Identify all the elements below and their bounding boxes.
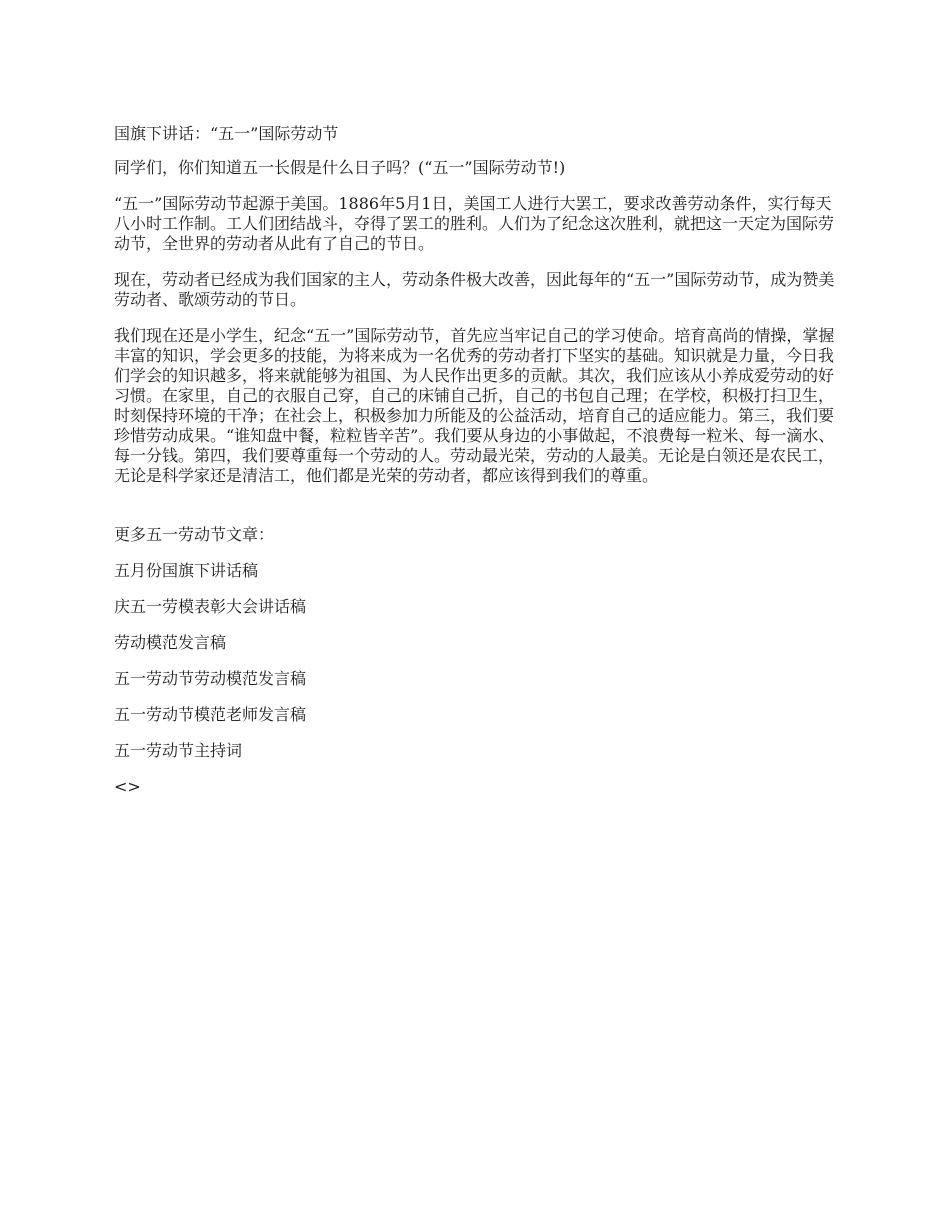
article-link[interactable]: 五一劳动节模范老师发言稿: [114, 705, 307, 724]
document-title: 国旗下讲话：“五一”国际劳动节: [114, 124, 339, 143]
paragraph-present: 现在，劳动者已经成为我们国家的主人，劳动条件极大改善，因此每年的“五一”国际劳动节，成为赞美劳动者、歌颂劳动的节日。: [114, 270, 835, 309]
paragraph-students: 我们现在还是小学生，纪念“五一”国际劳动节，首先应当牢记自己的学习使命。培育高尚的情操，掌握丰富的知识，学会更多的技能，为将来成为一名优秀的劳动者打下坚实的基础。知识就是力量，今日我们学会的知识越多，将来就能够为祖国、为人民作出更多的贡献。其次，我们应该从小养成爱劳动的好习惯。在家里，自己的衣服自己穿，自己的床铺自己折，自己的书包自己理；在学校，积极打扫卫生，时刻保持环境的干净；在社会上，积极参加力所能及的公益活动，培育自己的适应能力。第三，我们要珍惜劳动成果。“谁知盘中餐，粒粒皆辛苦”。我们要从身边的小事做起，不浪费每一粒米、每一滴水、每一分钱。第四，我们要尊重每一个劳动的人。劳动最光荣，劳动的人最美。无论是白领还是农民工，无论是科学家还是清洁工，他们都是光荣的劳动者，都应该得到我们的尊重。: [114, 326, 835, 485]
article-link[interactable]: 五一劳动节劳动模范发言稿: [114, 669, 307, 688]
article-link[interactable]: 庆五一劳模表彰大会讲话稿: [114, 597, 307, 616]
paragraph-question: 同学们，你们知道五一长假是什么日子吗？(“五一”国际劳动节!): [114, 158, 566, 177]
pagination-arrows[interactable]: <>: [114, 777, 141, 796]
article-link[interactable]: 五月份国旗下讲话稿: [114, 561, 259, 580]
document-body: [114, 124, 840, 797]
article-link[interactable]: 五一劳动节主持词: [114, 741, 243, 760]
paragraph-origin: “五一”国际劳动节起源于美国。1886年5月1日，美国工人进行大罢工，要求改善劳动条件，实行每天八小时工作制。工人们团结战斗，夺得了罢工的胜利。人们为了纪念这次胜利，就把这一天定为国际劳动节，全世界的劳动者从此有了自己的节日。: [114, 194, 835, 253]
article-link[interactable]: 劳动模范发言稿: [114, 633, 227, 652]
more-articles-heading: 更多五一劳动节文章：: [114, 525, 275, 544]
